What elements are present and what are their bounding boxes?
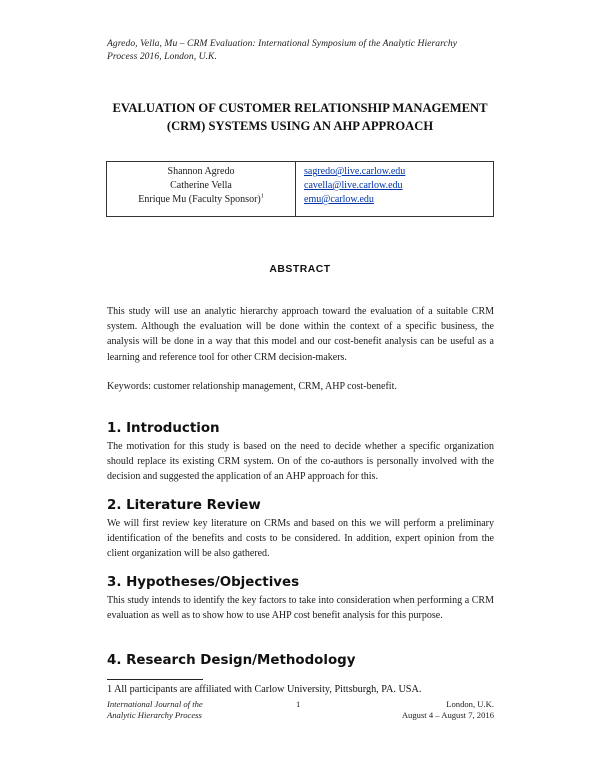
author-name: Shannon Agredo: [167, 166, 235, 177]
abstract-heading: ABSTRACT: [269, 264, 331, 275]
author-table: [106, 161, 494, 217]
keywords: Keywords: customer relationship management, CRM, AHP cost-benefit.: [107, 381, 397, 392]
footer-journal-line2: Analytic Hierarchy Process: [107, 709, 202, 720]
section-body-hypotheses: This study intends to identify the key factors to take into consideration when performing a CRM evaluation as well as to show how to use AHP cost benefit analysis for this purpose.: [107, 595, 494, 622]
section-body-literature-review: We will first review key literature on CRMs and based on this we will perform a preliminary identification of the benefits and costs to be considered. In addition, expert opinion from the client organization will be also gathered.: [107, 518, 494, 560]
paper-title-line2: (CRM) SYSTEMS USING AN AHP APPROACH: [166, 119, 434, 133]
section-heading-methodology: 4. Research Design/Methodology: [107, 653, 356, 668]
footnote-marker: 1: [260, 193, 264, 200]
paper-title: [80, 99, 520, 135]
section-heading-introduction: 1. Introduction: [107, 421, 220, 436]
footnote: 1 All participants are affiliated with Carlow University, Pittsburgh, PA. USA.: [107, 684, 422, 695]
abstract-body: This study will use an analytic hierarchy approach toward the evaluation of a suitable CRM system. Although the evaluation will be done within the context of a specific business, the analysis will be done in a way that this model and our cost-benefit analysis can be useful as a learning and reference tool for other CRM decision-makers.: [107, 306, 494, 363]
section-heading-literature-review: 2. Literature Review: [107, 498, 261, 513]
section-heading-hypotheses: 3. Hypotheses/Objectives: [107, 575, 300, 590]
email-link[interactable]: emu@carlow.edu: [304, 194, 374, 205]
author-name: Catherine Vella: [170, 180, 232, 191]
email-link[interactable]: sagredo@live.carlow.edu: [304, 166, 406, 177]
running-header: [107, 37, 507, 63]
footer-journal-line1: International Journal of the: [107, 699, 203, 709]
page-number: 1: [296, 699, 301, 709]
footer-location: London, U.K.: [446, 699, 494, 709]
footnote-divider: [107, 679, 203, 680]
running-header-line2: Process 2016, London, U.K.: [107, 51, 217, 62]
author-emails-cell: [296, 162, 494, 217]
footer-journal: [107, 699, 203, 720]
running-header-line1: Agredo, Vella, Mu – CRM Evaluation: International Symposium of the Analytic Hierarchy: [107, 38, 458, 49]
footer-date: August 4 – August 7, 2016: [401, 709, 494, 720]
footer-location-date: [360, 699, 494, 720]
email-link[interactable]: cavella@live.carlow.edu: [304, 180, 403, 191]
author-name: Enrique Mu (Faculty Sponsor): [138, 194, 261, 205]
section-body-introduction: The motivation for this study is based on the need to decide whether a specific organization should replace its existing CRM system. On of the co-authors is personally involved with the decision and suggested the application of an AHP approach for this.: [107, 441, 494, 483]
author-names-cell: [107, 162, 296, 217]
paper-title-line1: EVALUATION OF CUSTOMER RELATIONSHIP MANAGEMENT: [112, 101, 488, 115]
